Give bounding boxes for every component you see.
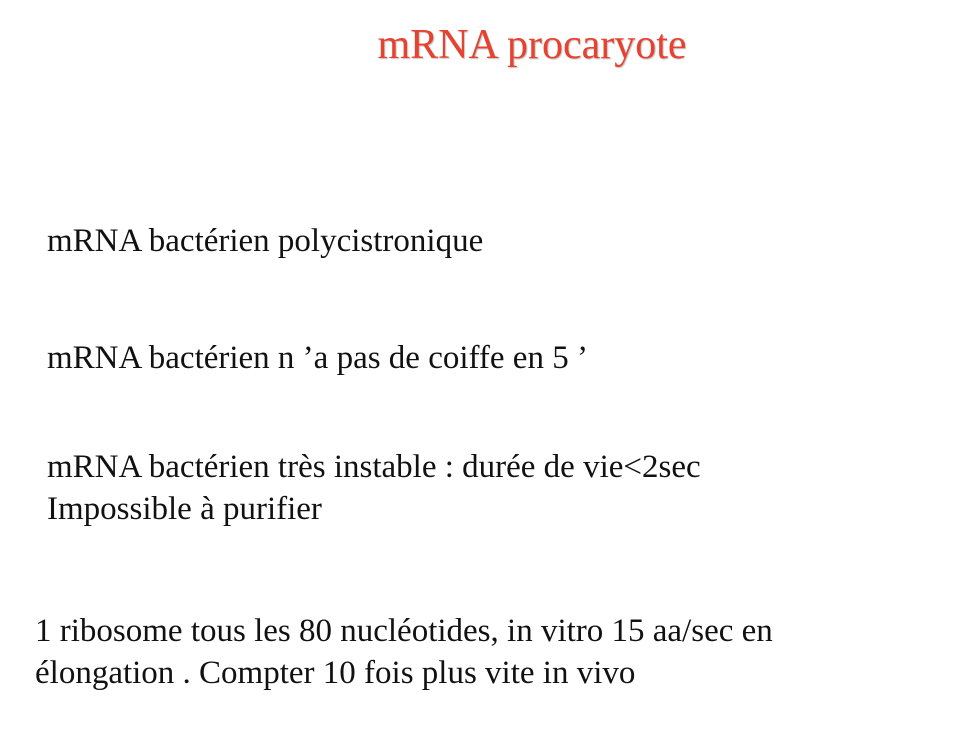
text-line: mRNA bactérien très instable : durée de vie<2sec bbox=[47, 449, 701, 485]
text-line: mRNA bactérien n ’a pas de coiffe en 5 ’ bbox=[47, 340, 588, 376]
text-line: élongation . Compter 10 fois plus vite in vivo bbox=[35, 655, 636, 691]
bullet-ribosome-rate bbox=[35, 610, 773, 694]
slide-title: mRNA procaryote bbox=[377, 22, 687, 68]
text-line: 1 ribosome tous les 80 nucléotides, in vitro 15 aa/sec en bbox=[35, 613, 773, 649]
bullet-no-cap bbox=[47, 337, 588, 379]
text-line: mRNA bactérien polycistronique bbox=[47, 223, 484, 259]
bullet-polycistronic bbox=[47, 220, 483, 262]
bullet-instability bbox=[47, 446, 701, 530]
text-line: Impossible à purifier bbox=[47, 491, 322, 527]
